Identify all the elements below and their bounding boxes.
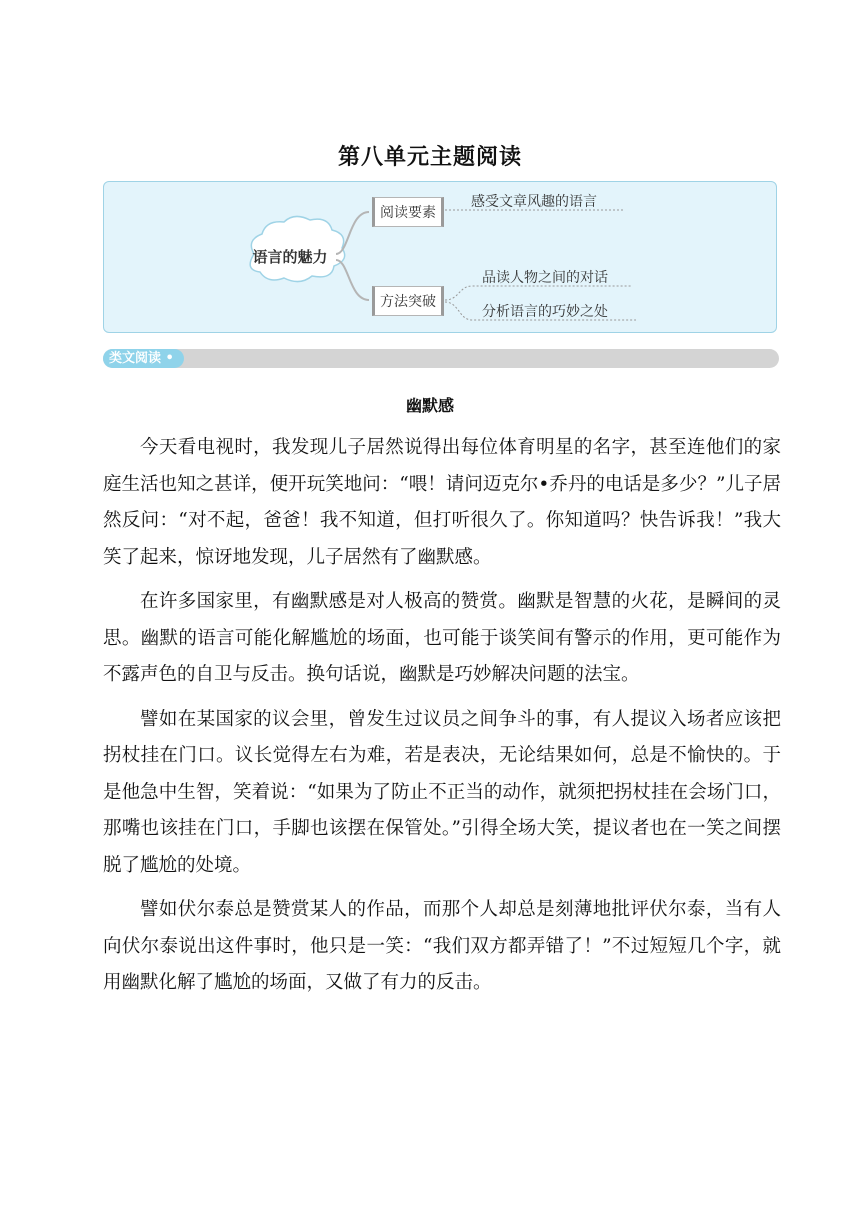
leaf-line-2	[445, 286, 632, 300]
mind-map-leaf: 感受文章风趣的语言	[471, 194, 597, 210]
section-label: 类文阅读 •	[103, 349, 184, 368]
mind-map	[103, 181, 777, 333]
article-paragraph: 譬如在某国家的议会里，曾发生过议员之间争斗的事，有人提议入场者应该把拐杖挂在门口。议长觉得左右为难，若是表决，无论结果如何，总是不愉快的。于是他急中生智，笑着说：“如果为了防止不正当的动作，就须把拐杖挂在会场门口，那嘴也该挂在门口，手脚也该摆在保管处。”引得全场大笑，提议者也在一笑之间摆脱了尴尬的处境。	[103, 708, 781, 876]
article-paragraph: 譬如伏尔泰总是赞赏某人的作品，而那个人却总是刻薄地批评伏尔泰，当有人向伏尔泰说出这件事时，他只是一笑：“我们双方都弄错了！”不过短短几个字，就用幽默化解了尴尬的场面，又做了有力的反击。	[103, 899, 781, 993]
article-body	[103, 430, 781, 1010]
branch-line-2	[336, 260, 369, 300]
mind-map-root: 语言的魅力	[252, 247, 328, 266]
mind-map-branch-reading-elements: 阅读要素	[372, 197, 444, 227]
section-bar	[103, 349, 779, 368]
article-title: 幽默感	[405, 396, 454, 415]
article-paragraph: 在许多国家里，有幽默感是对人极高的赞赏。幽默是智慧的火花，是瞬间的灵思。幽默的语言可能化解尴尬的场面，也可能于谈笑间有警示的作用，更可能作为不露声色的自卫与反击。换句话说，幽默是巧妙解决问题的法宝。	[103, 591, 781, 685]
mind-map-leaf: 分析语言的巧妙之处	[482, 304, 608, 320]
mind-map-branch-method: 方法突破	[372, 286, 444, 316]
article-paragraph: 今天看电视时，我发现儿子居然说得出每位体育明星的名字，甚至连他们的家庭生活也知之甚详，便开玩笑地问：“喂！请问迈克尔•乔丹的电话是多少？”儿子居然反问：“对不起，爸爸！我不知道，但打听很久了。你知道吗？快告诉我！”我大笑了起来，惊讶地发现，儿子居然有了幽默感。	[103, 437, 781, 568]
mind-map-leaf: 品读人物之间的对话	[482, 270, 608, 286]
page-title: 第八单元主题阅读	[337, 145, 522, 170]
